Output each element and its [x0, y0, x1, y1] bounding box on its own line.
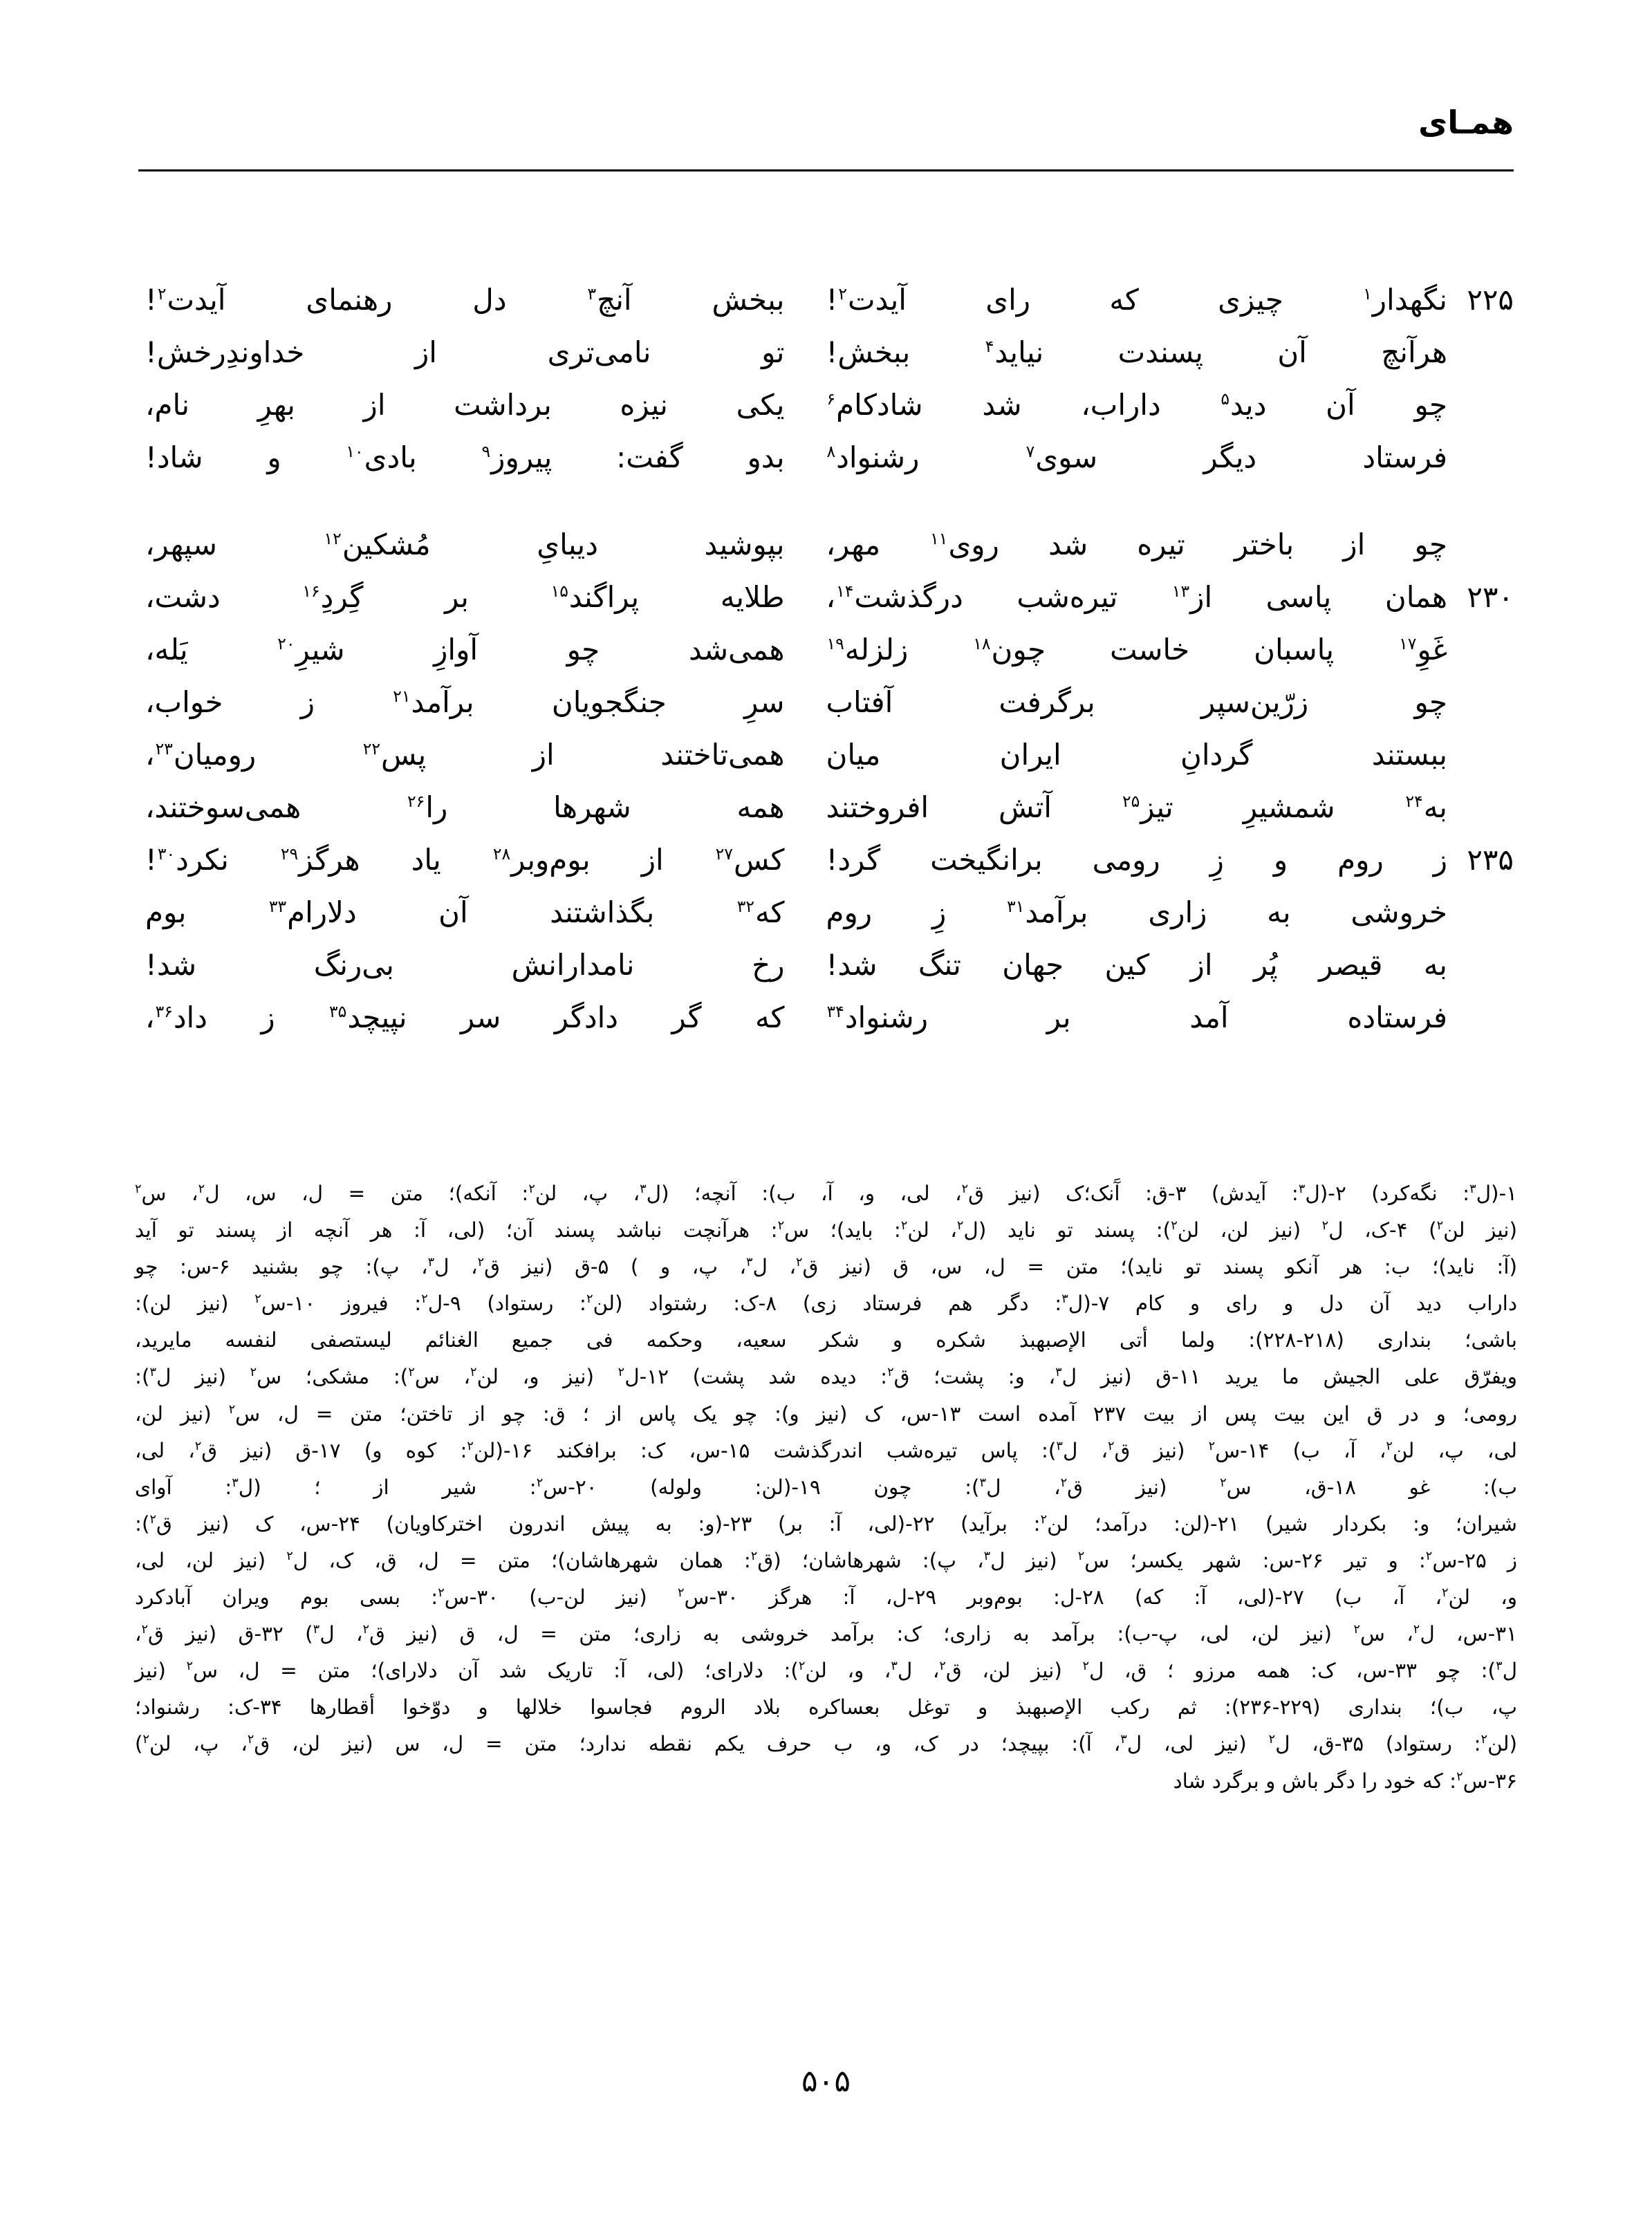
- hemistich-second: رخ نامدارانش بی‌رنگ شد!: [145, 948, 785, 982]
- apparatus-line: رومی؛ و در ق این بیت پس از بیت ۲۳۷ آمده است ۱۳-س، ک (نیز و): چو یک پاس از ؛ ق: چو از تاختن؛ متن = ل، س$^۲$ (نیز لن،: [135, 1401, 1517, 1426]
- couplet: [138, 574, 1514, 621]
- hemistich-first: خروشی به زاری برآمد$^{۳۱}$ زِ روم: [826, 895, 1447, 930]
- apparatus-line: ۳۱-س، ل$^۲$، س$^۲$ (نیز لن، لی، پ-ب): برآمد به زاری؛ ک: برآمد خروشی به زاری؛ متن = ل، ق (نیز ق$^۲$، ل$^۳$) ۳۲-ق (نیز ق$^۲$،: [135, 1622, 1517, 1646]
- hemistich-second: بدو گفت: پیروز$^۹$ بادی$^{۱۰}$ و شاد!: [145, 440, 785, 475]
- hemistich-row: [138, 837, 1514, 884]
- apparatus-line: پ، ب)؛ بنداری (۲۲۹-۲۳۶): ثم رکب الإصبهبذ و توغل بعساکره بلاد الروم فجاسوا خلالها و دوّخوا أقطارها ۳۴-ک: رشنواد؛: [135, 1695, 1517, 1720]
- apparatus-line: (آ: ناید)؛ ب: هر آنکو پسند تو ناید)؛ متن = ل، س، ق (نیز ق$^۲$، ل$^۳$، پ، و ) ۵-ق (نیز ق$^۲$، ل$^۳$، پ): چو بشنید ۶-س: چو: [135, 1255, 1517, 1279]
- folio-number: ۵۰۵: [801, 2064, 851, 2099]
- hemistich-row: [138, 382, 1514, 429]
- running-head-title: همـای: [1418, 104, 1514, 141]
- hemistich-second: کس$^{۲۷}$ از بوم‌وبر$^{۲۸}$ یاد هرگز$^{۲۹}$ نکرد$^{۳۰}$!: [145, 843, 785, 877]
- hemistich-first: به قیصر پُر از کین جهان تنگ شد!: [826, 948, 1447, 982]
- couplet: [138, 434, 1514, 481]
- running-head: [138, 104, 1514, 180]
- hemistich-second: سرِ جنگجویان برآمد$^{۲۱}$ ز خواب،: [145, 685, 785, 720]
- hemistich-second: که گر دادگر سر نپیچد$^{۳۵}$ ز داد$^{۳۶}$،: [145, 1000, 785, 1035]
- hemistich-second: یکی نیزه برداشت از بهرِ نام،: [145, 388, 785, 422]
- hemistich-first: چو آن دید$^۵$ داراب، شد شادکام$^۶$: [826, 388, 1447, 422]
- hemistich-second: طلایه پراگند$^{۱۵}$ بر گِردِ$^{۱۶}$ دشت،: [145, 580, 785, 615]
- hemistich-first: همان پاسی از$^{۱۳}$ تیره‌شب درگذشت$^{۱۴}$، ۲۳۰: [826, 574, 1514, 621]
- hemistich-first: فرستاد دیگر سوی$^۷$ رشنواد$^۸$: [826, 440, 1447, 475]
- hemistich-row: [138, 732, 1514, 779]
- apparatus-line: ویفرّق علی الجیش ما یرید ۱۱-ق (نیز ل$^۳$، و: پشت؛ ق$^۲$: دیده شد پشت) ۱۲-ل$^۲$ (نیز و، لن$^۲$، س$^۲$): مشکی؛ س$^۲$ (نیز ل$^۳$):: [135, 1365, 1518, 1389]
- couplet: [138, 382, 1514, 429]
- header-rule: [138, 169, 1514, 171]
- verse-number: ۲۲۵: [1467, 283, 1514, 317]
- hemistich-row: [138, 521, 1514, 568]
- hemistich-row: [138, 626, 1514, 673]
- apparatus-line: (لن$^۲$: رستواد) ۳۵-ق، ل$^۲$ (نیز لی، ل$^۳$، آ): بپیچد؛ در ک، و، ب حرف یکم نقطه ندارد؛ متن = ل، س (نیز لن، ق$^۲$، پ، لن$^۲$): [135, 1732, 1518, 1756]
- apparatus-line: ۱-(ل$^۳$: نگه‌کرد) ۲-(ل$^۳$: آیدش) ۳-ق: آَنک؛ک (نیز ق$^۲$، لی، و، آ، ب): آنچه؛ (ل$^۳$، پ، لن$^۲$: آنکه)؛ متن = ل، س، ل$^۲$، س$^۲$: [135, 1182, 1518, 1205]
- apparatus-line: ب): غو ۱۸-ق، س$^۲$ (نیز ق$^۲$، ل$^۳$): چون ۱۹-(لن: ولوله) ۲۰-س$^۲$: شیر از ؛ (ل$^۳$: آوای: [135, 1475, 1518, 1499]
- apparatus-line: (نیز لن$^۲$) ۴-ک، ل$^۲$ (نیز لن، لن$^۲$): پسند تو ناید (ل$^۲$، لن$^۲$: باید)؛ س$^۲$: هرآنچت نباشد پسند آن؛ (لی، آ: هر آنچه از پسند تو آید: [135, 1218, 1517, 1242]
- verse-number: ۲۳۵: [1467, 843, 1514, 877]
- hemistich-second: ببخش آنچ$^۳$ دل رهنمای آیدت$^۲$!: [145, 283, 785, 317]
- hemistich-first: هرآنچ آن پسندت نیاید$^۴$ ببخش!: [826, 335, 1447, 370]
- couplet: [138, 679, 1514, 726]
- apparatus-line: ۳۶-س$^۲$: که خود را دگر باش و برگرد شاد: [1173, 1769, 1517, 1793]
- hemistich-row: [138, 889, 1514, 936]
- hemistich-row: [138, 574, 1514, 621]
- couplet: [138, 784, 1514, 831]
- couplet: [138, 837, 1514, 884]
- couplet: [138, 889, 1514, 936]
- couplet: [138, 521, 1514, 568]
- hemistich-first: نگهدار$^۱$ چیزی که رای آیدت$^۲$! ۲۲۵: [826, 277, 1514, 324]
- apparatus-line: شیران؛ و: بکردار شیر) ۲۱-(لن: درآمد؛ لن$^۲$: برآید) ۲۲-(لی، آ: بر) ۲۳-(و: به پیش اندرون اخترکاویان) ۲۴-س، ک (نیز ق$^۲$):: [135, 1511, 1518, 1536]
- couplet: [138, 732, 1514, 779]
- hemistich-row: [138, 784, 1514, 831]
- verse-block: [138, 277, 1514, 1047]
- hemistich-row: [138, 679, 1514, 726]
- apparatus-line: داراب دید آن دل و رای و کام ۷-(ل$^۳$: دگر هم فرستاد زی) ۸-ک: رشتواد (لن$^۲$: رستواد) ۹-ل$^۲$: فیروز ۱۰-س$^۲$ (نیز لن):: [135, 1292, 1517, 1316]
- hemistich-second: بپوشید دیبایِ مُشکین$^{۱۲}$ سپهر،: [145, 528, 785, 562]
- hemistich-row: [138, 434, 1514, 481]
- apparatus-line: باشی؛ بنداری (۲۱۸-۲۲۸): ولما أتی الإصبهبذ شکره و شکر سعیه، وحکمه فی جمیع الغنائم لیستصفی لنفسه مایرید،: [135, 1328, 1517, 1352]
- hemistich-second: همی‌تاختند از پس$^{۲۲}$ رومیان$^{۲۳}$،: [145, 738, 785, 772]
- hemistich-row: [138, 942, 1514, 989]
- couplet: [138, 277, 1514, 324]
- hemistich-first: به$^{۲۴}$ شمشیرِ تیز$^{۲۵}$ آتش افروختند: [826, 790, 1447, 825]
- hemistich-row: [138, 329, 1514, 376]
- critical-apparatus: [135, 1175, 1517, 1800]
- apparatus-line: لی، پ، لن$^۲$، آ، ب) ۱۴-س$^۲$ (نیز ق$^۲$، ل$^۳$): پاس تیره‌شب اندرگذشت ۱۵-س، ک: برافکند ۱۶-(لن$^۲$: کوه و) ۱۷-ق (نیز ق$^۲$، لی،: [135, 1438, 1518, 1462]
- hemistich-second: همی‌شد چو آوازِ شیرِ$^{۲۰}$ یَله،: [145, 633, 785, 667]
- hemistich-second: که$^{۳۲}$ بگذاشتند آن دلارام$^{۳۳}$ بوم: [145, 895, 785, 930]
- apparatus-line: ل$^۳$): چو ۳۳-س، ک: همه مرزو ؛ ق، ل$^۲$ (نیز لن، ق$^۲$، ل$^۳$، و، لن$^۲$): دلارای؛ (لی، آ: تاریک شد آن دلارای)؛ متن = ل، س$^۲$ (نیز: [135, 1659, 1518, 1683]
- hemistich-first: ز روم و زِ رومی برانگیخت گرد! ۲۳۵: [826, 837, 1514, 884]
- hemistich-first: فرستاده آمد بر رشنواد$^{۳۴}$: [826, 1000, 1447, 1035]
- apparatus-line: ز ۲۵-س$^۲$: و تیر ۲۶-س: شهر یکسر؛ س$^۲$ (نیز ل$^۳$، پ): شهرهاشان؛ (ق$^۲$: همان شهرهاشان)؛ متن = ل، ق، ک، ل$^۲$ (نیز لن، لی،: [135, 1548, 1518, 1572]
- hemistich-first: ببستند گردانِ ایران میان: [826, 738, 1447, 772]
- hemistich-row: [138, 277, 1514, 324]
- hemistich-row: [138, 994, 1514, 1041]
- hemistich-second: تو نامی‌تری از خداوندِرخش!: [145, 335, 785, 370]
- hemistich-first: چو زرّین‌سپر برگرفت آفتاب: [826, 685, 1447, 720]
- couplet: [138, 626, 1514, 673]
- apparatus-line: و، لن$^۲$، آ، ب) ۲۷-(لی، آ: که) ۲۸-ل: بوم‌وبر ۲۹-ل، آ: هرگز ۳۰-س$^۲$ (نیز لن-ب) ۳۰-س$^۲$: بسی بوم ویران آبادکرد: [135, 1585, 1517, 1610]
- verse-number: ۲۳۰: [1467, 580, 1514, 615]
- couplet: [138, 329, 1514, 376]
- hemistich-second: همه شهرها را$^{۲۶}$ همی‌سوختند،: [145, 790, 785, 825]
- hemistich-first: چو از باختر تیره شد روی$^{۱۱}$ مهر،: [826, 528, 1447, 562]
- couplet: [138, 942, 1514, 989]
- hemistich-first: غَوِ$^{۱۷}$ پاسبان خاست چون$^{۱۸}$ زلزله$^{۱۹}$: [826, 633, 1447, 667]
- couplet: [138, 994, 1514, 1041]
